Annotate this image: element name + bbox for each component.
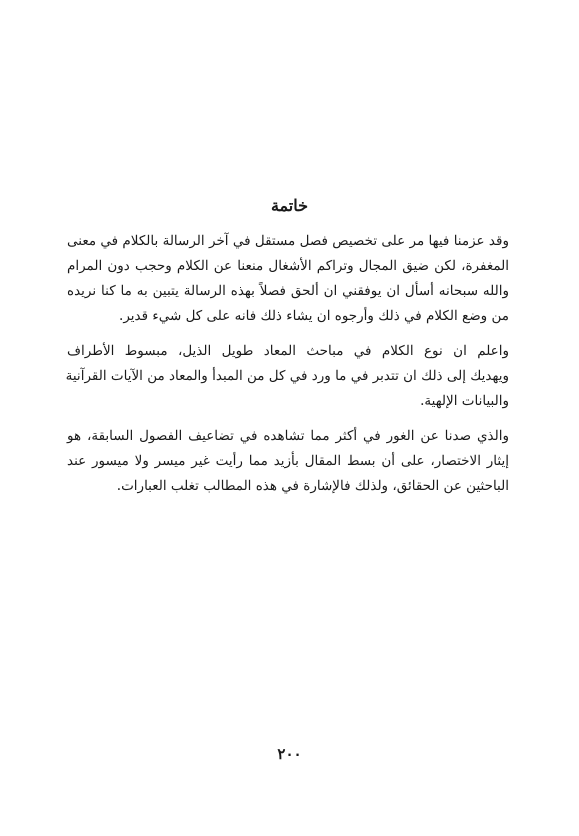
paragraph-line: وقد عزمنا فيها مر على تخصيص فصل مستقل في آخر الرسالة بالكلام في معنى bbox=[67, 233, 509, 249]
chapter-title: خاتمة bbox=[270, 196, 309, 215]
paragraph-1 bbox=[67, 229, 509, 329]
paragraph-line: الباحثين عن الحقائق، ولذلك فالإشارة في هذه المطالب تغلب العبارات. bbox=[116, 478, 509, 494]
paragraph-2 bbox=[67, 339, 509, 414]
paragraph-line: ويهديك إلى ذلك ان تتدبر في ما ورد في كل من المبدأ والمعاد من الآيات القرآنية bbox=[65, 368, 509, 384]
paragraph-line: واعلم ان نوع الكلام في مباحث المعاد طويل الذيل، مبسوط الأطراف bbox=[67, 343, 509, 359]
paragraph-line: والله سبحانه أسأل ان يوفقني ان ألحق فصلاً بهذه الرسالة يتبين به ما كنا نريده bbox=[67, 283, 509, 299]
paragraph-3 bbox=[67, 424, 509, 499]
paragraph-line: إيثار الاختصار، على أن بسط المقال بأزيد مما رأيت غير ميسر ولا ميسور عند bbox=[67, 453, 509, 469]
page-number: ٢٠٠ bbox=[277, 745, 302, 763]
paragraph-line: والبيانات الإلهية. bbox=[420, 393, 509, 409]
paragraph-line: والذي صدنا عن الغور في أكثر مما تشاهده في تضاعيف الفصول السابقة، هو bbox=[67, 428, 509, 444]
paragraph-line: من وضع الكلام في ذلك وأرجوه ان يشاء ذلك فانه على كل شيء قدير. bbox=[119, 308, 509, 324]
paragraph-line: المغفرة، لكن ضيق المجال وتراكم الأشغال منعنا عن الكلام وحجب دون المرام bbox=[67, 258, 509, 274]
